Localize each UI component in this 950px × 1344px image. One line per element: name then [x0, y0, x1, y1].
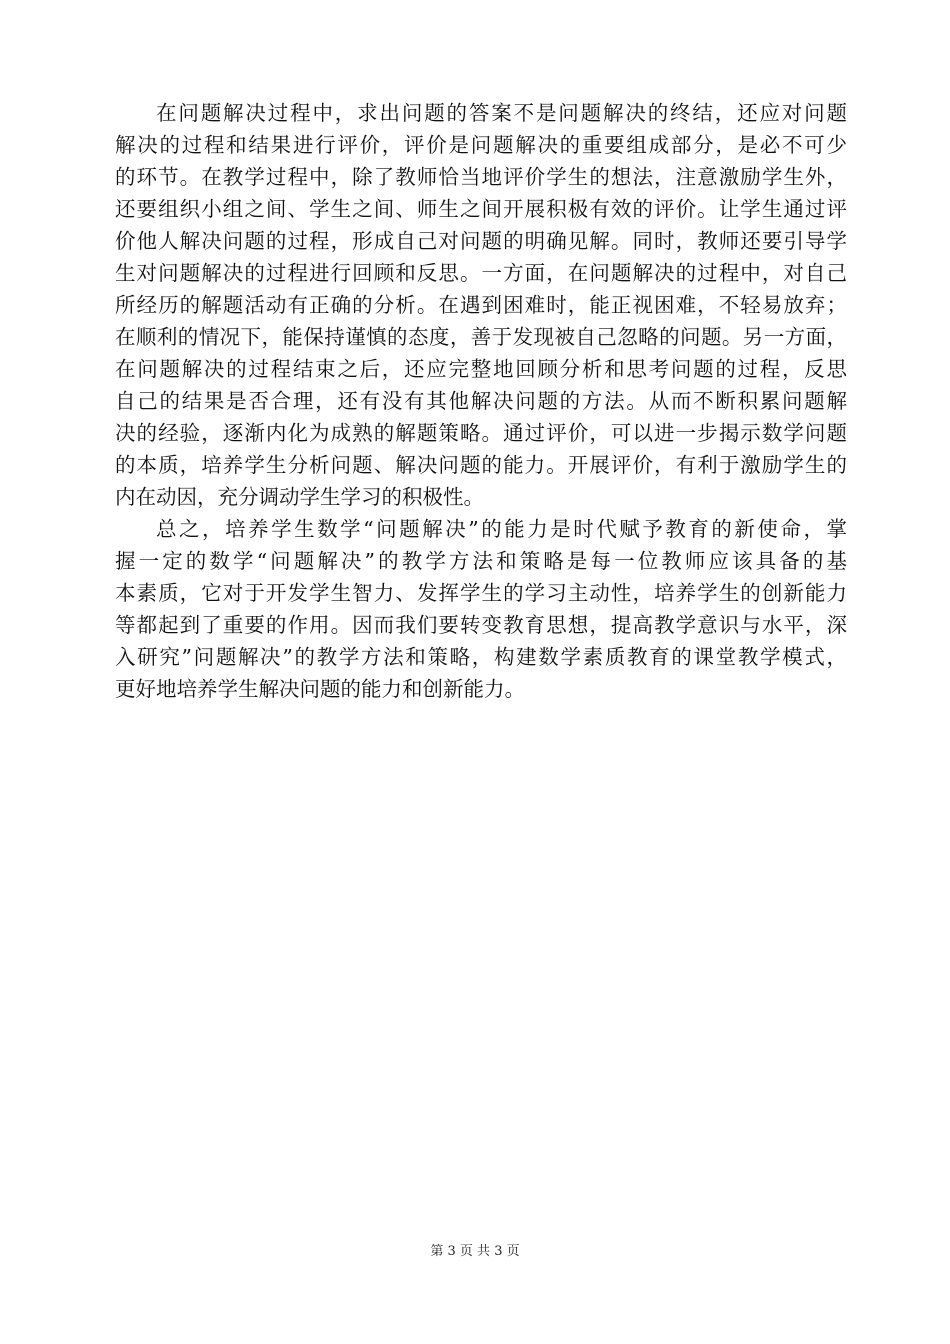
text-line: 等都起到了重要的作用。因而我们要转变教育思想，提高教学意识与水平，深 [115, 613, 847, 637]
text-line: 解决的过程和结果进行评价，评价是问题解决的重要组成部分，是必不可少 [115, 133, 847, 157]
text-line: 在问题解决的过程结束之后，还应完整地回顾分析和思考问题的过程，反思 [115, 357, 847, 381]
text-line: 总之，培养学生数学“问题解决”的能力是时代赋予教育的新使命，掌 [156, 517, 847, 541]
text-line: 在问题解决过程中，求出问题的答案不是问题解决的终结，还应对问题 [156, 101, 847, 125]
text-line: 握一定的数学“问题解决”的教学方法和策略是每一位教师应该具备的基 [115, 549, 847, 573]
text-line: 内在动因，充分调动学生学习的积极性。 [115, 485, 484, 509]
text-line: 还要组织小组之间、学生之间、师生之间开展积极有效的评价。让学生通过评 [115, 197, 847, 221]
body-text [115, 97, 847, 705]
text-line: 价他人解决问题的过程，形成自己对问题的明确见解。同时，教师还要引导学 [115, 229, 847, 253]
page-number-footer: 第 3 页 共 3 页 [430, 1244, 520, 1259]
text-line: 在顺利的情况下，能保持谨慎的态度，善于发现被自己忽略的问题。另一方面， [115, 325, 847, 349]
text-line: 自己的结果是否合理，还有没有其他解决问题的方法。从而不断积累问题解 [115, 389, 847, 413]
paragraph-evaluation [115, 97, 847, 513]
paragraph-conclusion [115, 513, 847, 705]
text-line: 的环节。在教学过程中，除了教师恰当地评价学生的想法，注意激励学生外， [115, 165, 847, 189]
text-line: 的本质，培养学生分析问题、解决问题的能力。开展评价，有利于激励学生的 [115, 453, 847, 477]
text-line: 所经历的解题活动有正确的分析。在遇到困难时，能正视困难，不轻易放弃； [115, 293, 847, 317]
text-line: 更好地培养学生解决问题的能力和创新能力。 [115, 677, 525, 701]
text-line: 本素质，它对于开发学生智力、发挥学生的学习主动性，培养学生的创新能力 [115, 581, 847, 605]
text-line: 决的经验，逐渐内化为成熟的解题策略。通过评价，可以进一步揭示数学问题 [115, 421, 847, 445]
text-line: 生对问题解决的过程进行回顾和反思。一方面，在问题解决的过程中，对自己 [115, 261, 847, 285]
text-line: 入研究”问题解决”的教学方法和策略，构建数学素质教育的课堂教学模式， [115, 645, 847, 669]
